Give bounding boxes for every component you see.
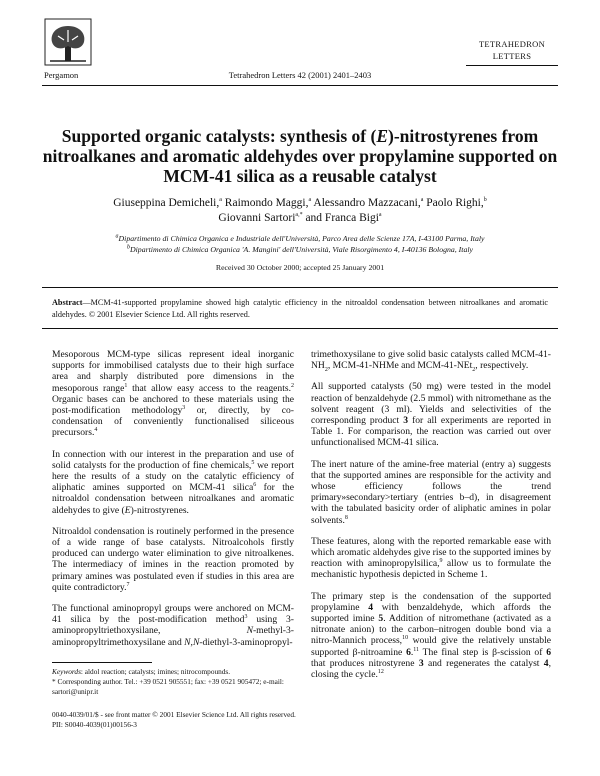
author: Raimondo Maggi, [221,197,309,209]
ref: 3 [244,614,248,621]
text: , respectively. [475,360,529,372]
abstract-label: Abstract [52,298,83,307]
text: and regenerates the catalyst [423,657,544,669]
text: The functional aminopropyl groups were anchored on MCM-41 silica by the post-modification method [52,603,294,626]
ref: 8 [344,514,348,521]
body-left-column [52,349,294,658]
text: for the nitroaldol condensation between nitroalkanes and aromatic aldehydes to give ( [52,482,294,516]
title-text: Supported organic catalysts: synthesis of ( [61,126,377,146]
affil-mark: a,* [295,212,303,219]
text: allow us to formulate the mechanistic hypothesis depicted in Scheme 1. [311,558,551,581]
text: In connection with our interest in the preparation and use of solid catalysts for the production of fine chemicals, [52,448,294,471]
text: )-nitrostyrenes. [130,504,189,516]
text: we report here the results of a study on the catalytic efficiency of aliphatic amines supported on MCM-41 silica [52,459,294,494]
author: Alessandro Mazzacani, [311,197,421,209]
text: All supported catalysts (50 mg) were tested in the model reaction of benzaldehyde (2.5 mmol) with nitromethane as the solvent reagent (3 ml). Yields and selectivities of the corresponding product [311,381,551,427]
keywords [52,667,294,677]
ref: 12 [377,668,384,675]
corresponding-author: * Corresponding author. Tel.: +39 0521 905551; fax: +39 0521 905472; e-mail: sartori@unipr.it [52,676,284,696]
text: using 3-aminopropyltriethoxysilane, [52,614,294,637]
compound-number: 5 [378,613,384,625]
compound-number: 3 [418,657,424,669]
journal-citation: Tetrahedron Letters 42 (2001) 2401–2403 [228,70,372,80]
italic: E [124,504,131,516]
author: Giovanni Sartori [218,212,296,224]
text: These features, along with the reported remarkable ease with which aromatic aldehydes give rise to the supported imines by reaction with aminopropylsilica, [311,535,551,570]
journal-title-line2: LETTERS [492,51,532,61]
text: -diethyl-3-aminopropyl- [199,636,293,648]
ref: 10 [402,635,409,642]
header-rule [42,85,558,86]
italic: N,N [184,636,200,648]
journal-title-box [466,38,558,66]
author-line-1 [40,196,560,211]
affiliation-b [40,244,560,255]
affil-mark: a [378,212,382,219]
abstract-text: —MCM-41-supported propylamine showed high catalytic efficiency in the nitroaldol condensation between nitroalkanes and aromatic aldehydes. © 2001 Elsevier Science Ltd. All rights reserved. [52,298,548,319]
affiliations [40,233,560,255]
text: that allow easy access to the reagents. [127,382,291,394]
ref: 4 [94,427,98,434]
paragraph [311,536,551,581]
text: The inert nature of the amine-free material (entry a) suggests that the supported amines are responsible for the activity and whose efficiency follows the trend primary»secondary>tertiary (entries b–d), in disagreement with the tabulated basicity order of aliphatic amines in polar solvents. [311,458,551,526]
paragraph [52,449,294,516]
affil-mark: a [115,233,119,240]
text: Nitroaldol condensation is routinely performed in the presence of a wide range of base catalysts. Nitroalcohols firstly produced can undergo water elimination to give nitroalkenes. The intermediacy of imines in the reaction promoted by primary amines was postulated even if studies in this area are quite contradictory. [52,525,294,593]
abstract-bottom-rule [42,328,558,329]
affil-text: Dipartimento di Chimica Organica e Industriale dell'Università, Parco Area delle Scienze 17A, I-43100 Parma, Italy [118,234,485,243]
paragraph [311,459,551,526]
author: and Franca Bigi [302,212,379,224]
ref: 3 [182,404,186,411]
compound-number: 3 [403,415,409,427]
pii-line: PII: S0040-4039(01)00156-3 [52,720,137,729]
text: The primary step is the condensation of the supported propylamine [311,590,551,613]
ref: 5 [251,459,255,466]
paragraph [311,381,551,448]
keywords-label: Keywords [52,667,81,676]
ref: 1 [124,382,128,389]
elsevier-tree-logo [44,18,92,66]
journal-title-line1: TETRAHEDRON [478,39,546,49]
paragraph [52,349,294,439]
italic: N [246,625,253,637]
publisher-name: Pergamon [44,70,79,80]
subscript: 2 [472,367,476,374]
author: Giuseppina Demicheli, [113,197,220,209]
paragraph: The primary step is the condensation of the supported propylamine 4 with benzaldehyde, which affords the supported imine 5. Addition of nitromethane (activated as a nitronate anion) to the carbon–nitrogen double bond via a nitro-Mannich process,$^{10}$ would give the relatively unstable supported β-nitroamine 6.11 The final step is β-scission of 6 that produces nitrostyrene 3 and regenerates the catalyst 4, closing the cycle.$^{12}$ [311,590,552,681]
text: Organic bases can be anchored to these materials using the post-modification methodology [52,393,294,417]
paragraph [311,349,551,374]
affil-mark: b [127,244,130,251]
text: The final step is β-scission of [419,646,547,658]
title-text-cont: )-nitrostyrenes from nitroalkanes and aromatic aldehydes over propylamine supported on MCM-41 silica as a reusable catalyst [42,126,558,186]
page-footer [52,710,372,730]
subscript: 2 [324,367,328,374]
text: Mesoporous MCM-type silicas represent ideal inorganic supports for immobilised catalysts due to their high surface area and sharply distributed pore dimensions in the mesoporous range [52,349,294,394]
compound-number: 4 [368,601,374,613]
copyright-line: 0040-4039/01/$ - see front matter © 2001 Elsevier Science Ltd. All rights reserved. [52,710,296,719]
ref: 7 [126,581,130,588]
affil-mark: a [420,197,424,204]
author: Paolo Righi, [423,197,484,209]
text: , MCM-41-NHMe and MCM-41-NEt [327,360,473,372]
text: or, directly, by co-condensation of conveniently functionalised siliceous precursors. [52,405,294,439]
title-italic: E [376,126,389,146]
article-title [40,126,560,186]
affil-mark: a [308,197,312,204]
received-dates: Received 30 October 2000; accepted 25 January 2001 [215,263,385,272]
body-right-column [311,349,551,690]
text: would give the relatively unstable supported β-nitroamine [311,635,551,658]
text: that produces nitrostyrene [311,657,419,669]
abstract-top-rule [42,287,558,288]
abstract [52,297,548,320]
paragraph [52,603,294,648]
author-line-2 [40,211,560,226]
compound-number: 4 [543,657,549,669]
text: trimethoxysilane to give solid basic catalysts called MCM-41-NH [311,349,551,372]
ref: 9 [439,558,443,565]
paragraph [52,526,294,593]
text: . Addition of nitromethane (activated as a nitronate anion) to the carbon–nitrogen double bond via a nitro-Mannich process, [311,613,552,647]
text: -methyl-3-aminopropyltrimethoxysilane and [52,625,294,648]
compound-number: 6 [546,646,551,658]
ref: 6 [253,482,257,489]
affil-mark: b [483,197,487,204]
ref: 11 [413,646,420,653]
text: for all experiments are reported in Table 1. For comparison, the reaction was carried out over unfunctionalised MCM-41 silica. [311,415,551,449]
ref: 2 [291,382,294,389]
affiliation-a [40,233,560,244]
footnotes [52,667,294,696]
text: with benzaldehyde, which affords the supported imine [311,601,551,625]
keywords-text: : aldol reaction; catalysts; imines; nitrocompounds. [80,667,231,676]
affil-mark: a [219,197,222,204]
compound-number: 6 [406,646,411,658]
footnote-rule [52,662,152,663]
author-list [40,196,560,226]
text: , closing the cycle. [311,657,551,681]
affil-text: Dipartimento di Chimica Organica 'A. Mangini' dell'Università, Viale Risorgimento 4, I-40136 Bologna, Italy [130,245,473,254]
